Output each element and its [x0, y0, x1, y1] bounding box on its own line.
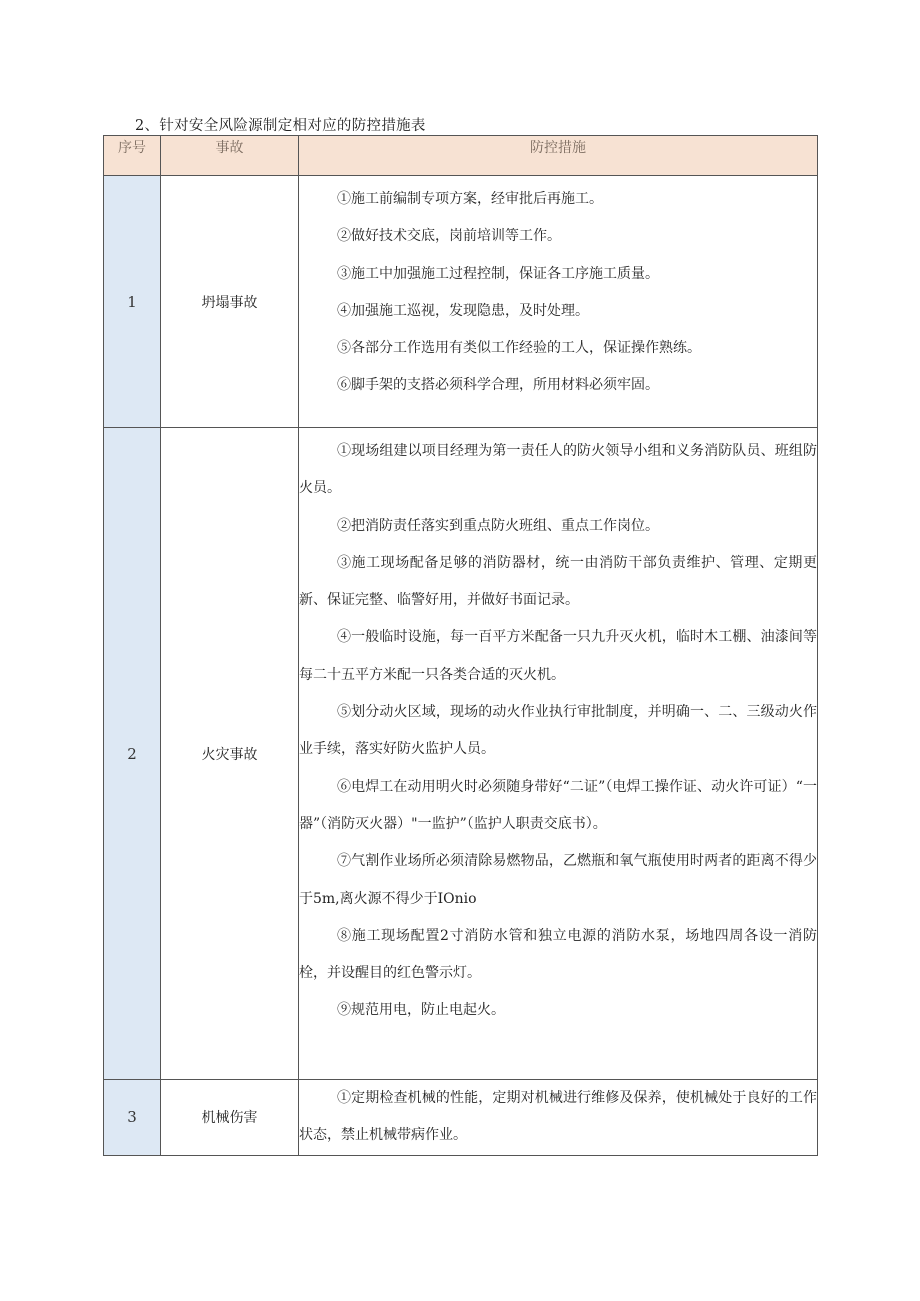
measure-item: ⑨规范用电，防止电起火。: [337, 1002, 505, 1019]
measure-item: ⑤各部分工作选用有类似工作经验的工人，保证操作熟练。: [337, 340, 701, 357]
row-accident-type: 坍塌事故: [161, 176, 299, 428]
measure-item: ①定期检查机械的性能，定期对机械进行维修及保养，使机械处于良好的工作状态，禁止机械带病作业。: [299, 1090, 817, 1144]
risk-control-table: [103, 135, 818, 1156]
header-seq: 序号: [104, 136, 161, 176]
measure-item: ②把消防责任落实到重点防火班组、重点工作岗位。: [337, 517, 659, 534]
row-accident-type: 机械伤害: [161, 1080, 299, 1156]
measure-item: ⑥电焊工在动用明火时必须随身带好“二证”（电焊工操作证、动火许可证）“一器”（消防灭火器）"一监护”（监护人职责交底书）。: [299, 778, 817, 832]
row-seq: 1: [104, 176, 161, 428]
table-row: [104, 176, 818, 428]
measure-item: ②做好技术交底，岗前培训等工作。: [337, 228, 561, 245]
header-accident: 事故: [161, 136, 299, 176]
measure-item: ③施工中加强施工过程控制，保证各工序施工质量。: [337, 265, 659, 282]
measure-item: ⑧施工现场配置2寸消防水管和独立电源的消防水泵，场地四周各设一消防栓，并设醒目的红色警示灯。: [299, 927, 817, 982]
row-measures: [299, 1080, 818, 1156]
row-measures: [299, 176, 818, 428]
table-row: [104, 428, 818, 1080]
measure-item: ⑦气割作业场所必须清除易燃物品，乙燃瓶和氧气瓶使用时两者的距离不得少于5m,离火源不得少于IOnio: [299, 853, 817, 907]
row-seq: 3: [104, 1080, 161, 1156]
table-row: [104, 1080, 818, 1156]
row-accident-type: 火灾事故: [161, 428, 299, 1080]
measure-item: ④加强施工巡视，发现隐患，及时处理。: [337, 302, 589, 319]
document-title: 2、针对安全风险源制定相对应的防控措施表: [135, 118, 426, 134]
header-measures: 防控措施: [299, 136, 818, 176]
row-measures: [299, 428, 818, 1080]
measure-item: ①施工前编制专项方案，经审批后再施工。: [337, 191, 603, 207]
measure-item: ⑥脚手架的支搭必须科学合理，所用材料必须牢固。: [337, 377, 659, 394]
measure-item: ①现场组建以项目经理为第一责任人的防火领导小组和义务消防队员、班组防火员。: [299, 443, 817, 497]
row-seq: 2: [104, 428, 161, 1080]
measure-item: ③施工现场配备足够的消防器材，统一由消防干部负责维护、管理、定期更新、保证完整、临警好用，并做好书面记录。: [299, 554, 817, 609]
table-header-row: [104, 136, 818, 176]
measure-item: ⑤划分动火区域，现场的动火作业执行审批制度，并明确一、二、三级动火作业手续，落实好防火监护人员。: [299, 704, 817, 758]
measure-item: ④一般临时设施，每一百平方米配备一只九升灭火机，临时木工棚、油漆间等每二十五平方米配一只各类合适的灭火机。: [299, 629, 817, 683]
